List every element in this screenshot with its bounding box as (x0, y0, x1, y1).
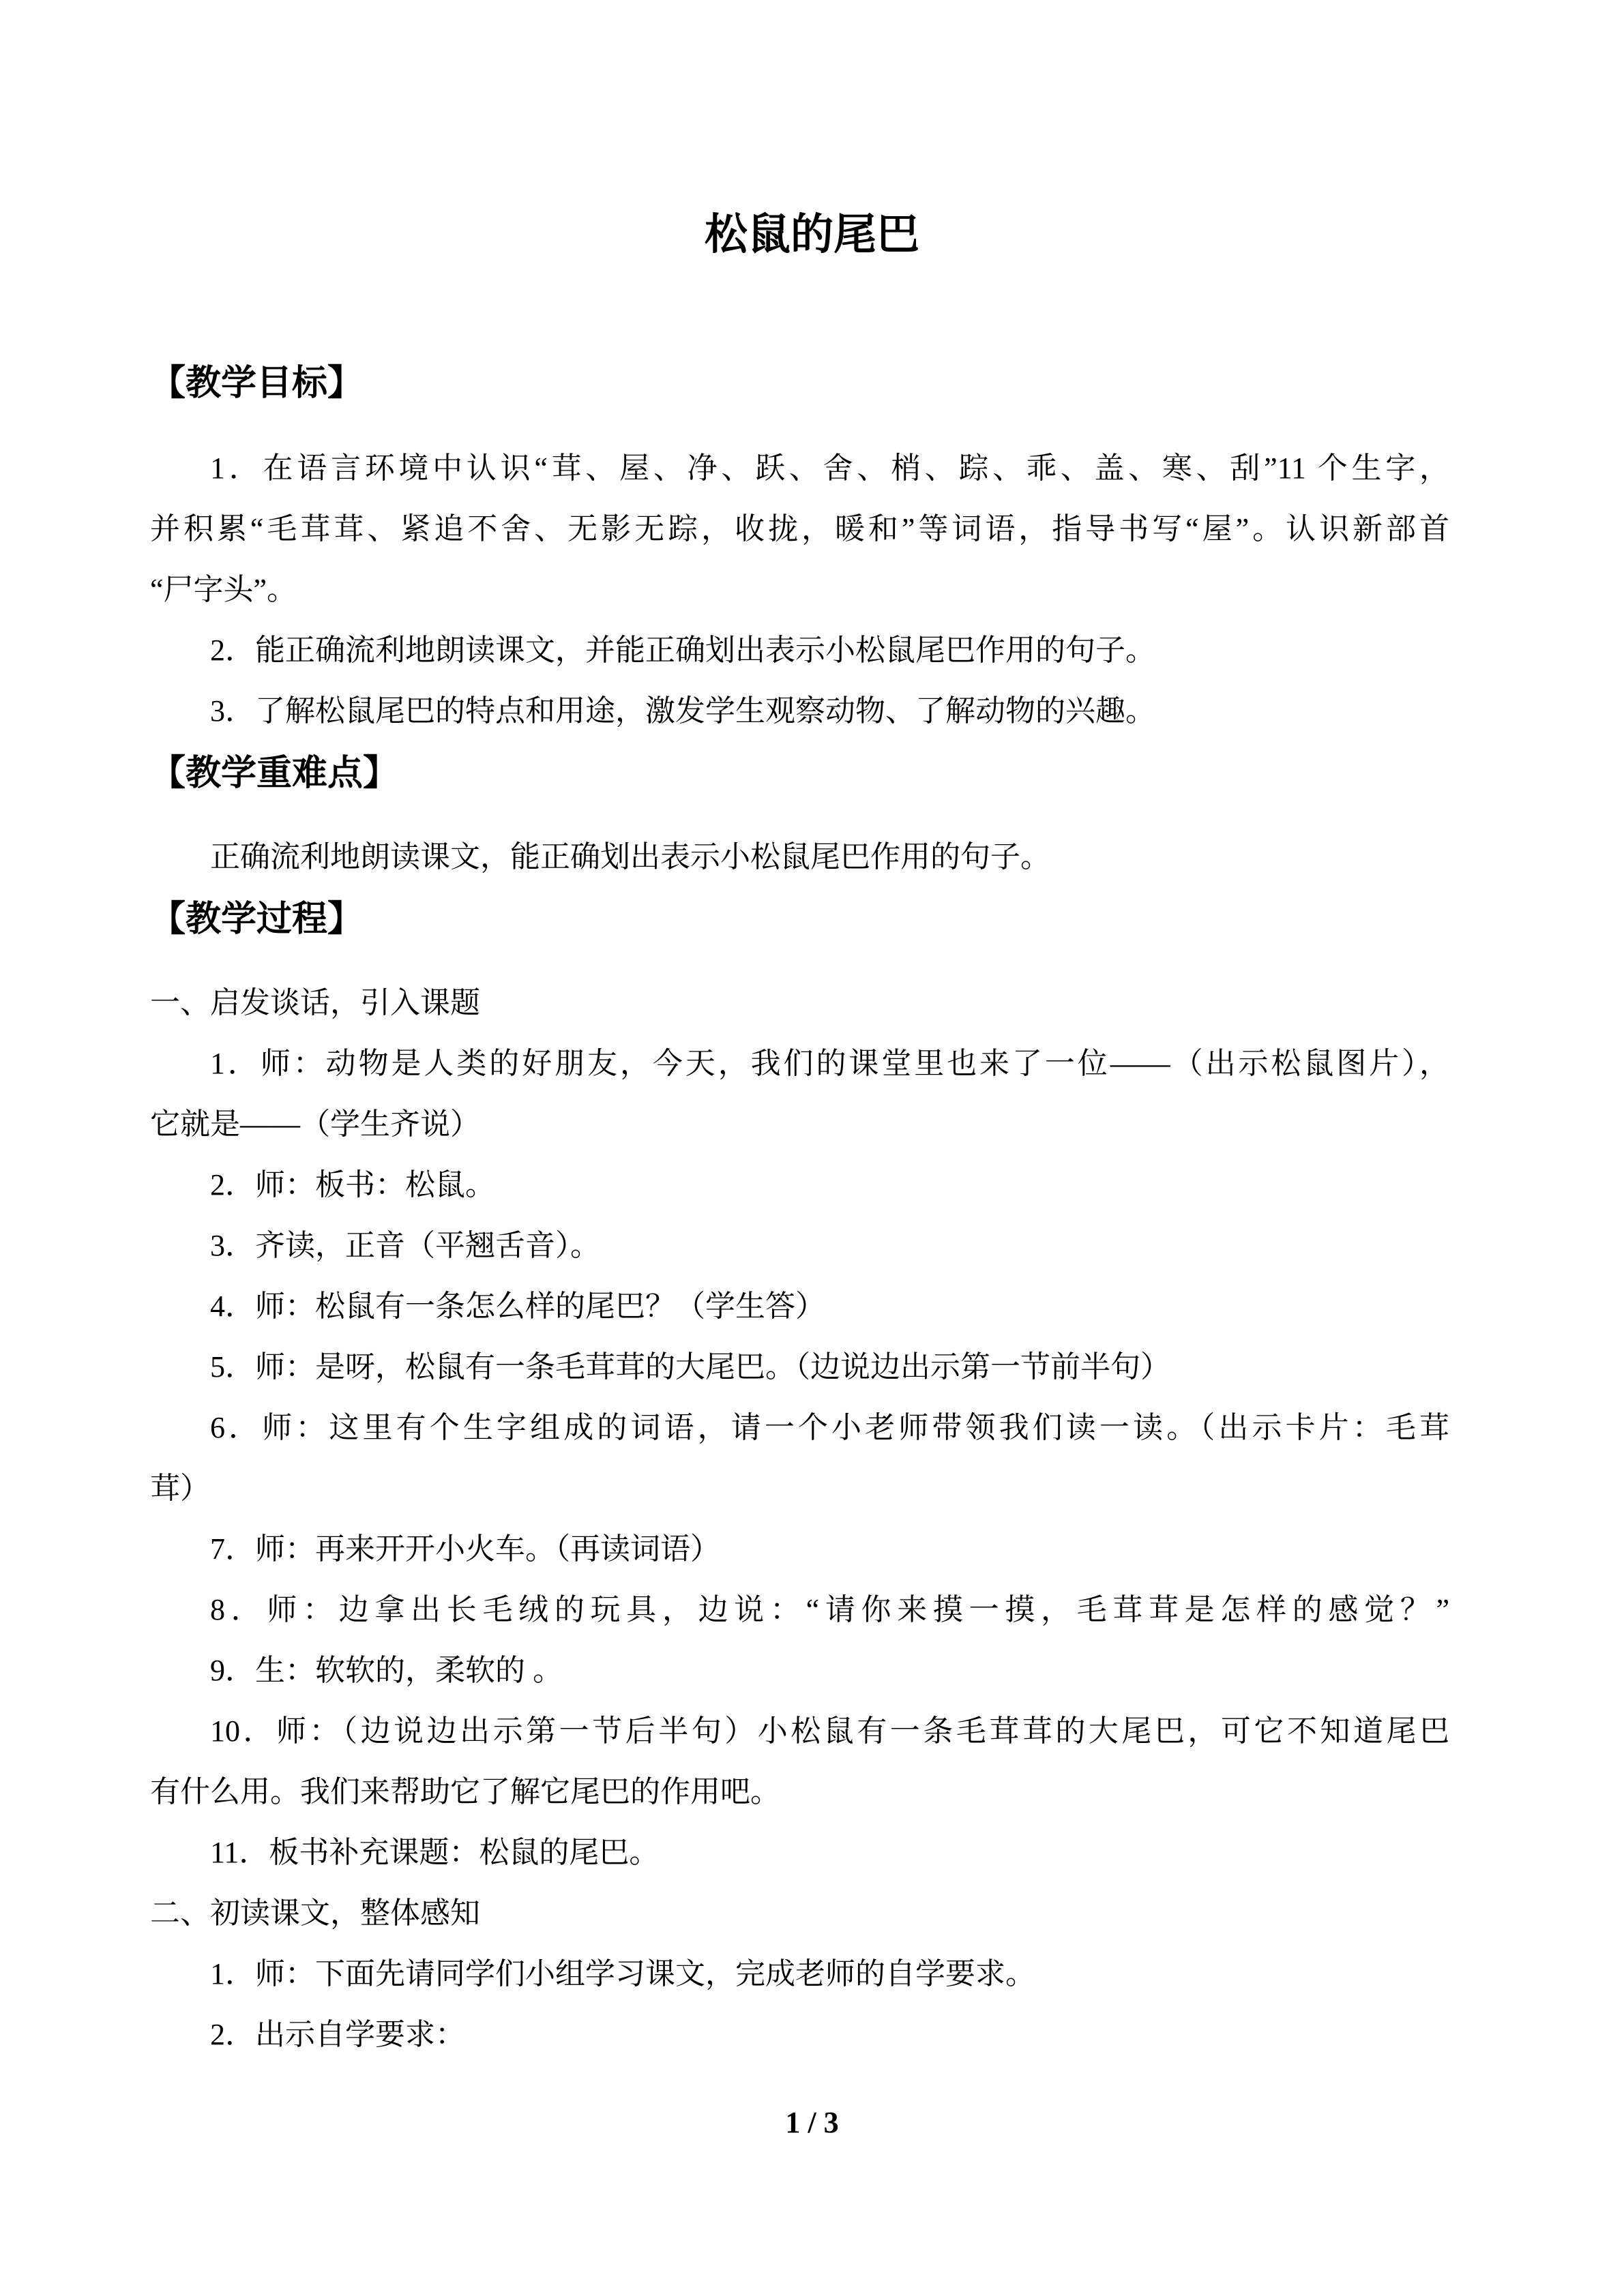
process-1-item-4: 4．师：松鼠有一条怎么样的尾巴？（学生答） (210, 1289, 825, 1323)
process-1-item-7: 7．师：再来开开小火车。（再读词语） (210, 1532, 720, 1566)
process-1-item-3: 3．齐读，正音（平翘舌音）。 (210, 1229, 600, 1262)
heading-teaching-process: 【教学过程】 (150, 900, 364, 939)
objectives-item-1-line-1: 1．在语言环境中认识“茸、屋、净、跃、舍、梢、踪、乖、盖、寒、刮”11 个生字， (210, 451, 1449, 485)
process-1-item-1-line-2: 它就是——（学生齐说） (150, 1107, 480, 1141)
heading-teaching-objectives: 【教学目标】 (150, 364, 364, 403)
objectives-item-1-line-3: “尸字头”。 (150, 573, 297, 606)
process-2-item-1: 1．师：下面先请同学们小组学习课文，完成老师的自学要求。 (210, 1957, 1035, 1991)
process-1-item-8: 8．师：边拿出长毛绒的玩具，边说：“请你来摸一摸，毛茸茸是怎样的感觉？” (210, 1593, 1449, 1626)
process-1-item-10-line-2: 有什么用。我们来帮助它了解它尾巴的作用吧。 (150, 1775, 780, 1808)
page-number: 1 / 3 (785, 2106, 839, 2139)
process-1-item-6-line-1: 6．师：这里有个生字组成的词语，请一个小老师带领我们读一读。（出示卡片：毛茸 (210, 1411, 1449, 1444)
process-1-item-9: 9．生：软软的，柔软的 。 (210, 1654, 563, 1687)
process-1-item-1-line-1: 1．师：动物是人类的好朋友，今天，我们的课堂里也来了一位——（出示松鼠图片）， (210, 1047, 1449, 1080)
process-1-item-6-line-2: 茸） (150, 1472, 210, 1505)
process-section-1-title: 一、启发谈话，引入课题 (150, 986, 480, 1019)
process-1-item-2: 2．师：板书：松鼠。 (210, 1168, 495, 1202)
process-1-item-5: 5．师：是呀，松鼠有一条毛茸茸的大尾巴。（边说边出示第一节前半句） (210, 1350, 1170, 1384)
objectives-item-1-line-2: 并积累“毛茸茸、紧追不舍、无影无踪，收拢，暖和”等词语，指导书写“屋”。认识新部首 (150, 512, 1449, 546)
process-1-item-11: 11．板书补充课题：松鼠的尾巴。 (210, 1836, 660, 1869)
objectives-item-2: 2．能正确流利地朗读课文，并能正确划出表示小松鼠尾巴作用的句子。 (210, 633, 1155, 667)
page-title: 松鼠的尾巴 (705, 211, 919, 258)
process-section-2-title: 二、初读课文，整体感知 (150, 1896, 480, 1930)
key-difficulties-text: 正确流利地朗读课文，能正确划出表示小松鼠尾巴作用的句子。 (210, 840, 1050, 874)
heading-key-difficulties: 【教学重难点】 (150, 754, 399, 793)
process-1-item-10-line-1: 10．师：（边说边出示第一节后半句）小松鼠有一条毛茸茸的大尾巴，可它不知道尾巴 (210, 1714, 1449, 1748)
process-2-item-2: 2．出示自学要求： (210, 2018, 465, 2051)
objectives-item-3: 3．了解松鼠尾巴的特点和用途，激发学生观察动物、了解动物的兴趣。 (210, 694, 1155, 728)
